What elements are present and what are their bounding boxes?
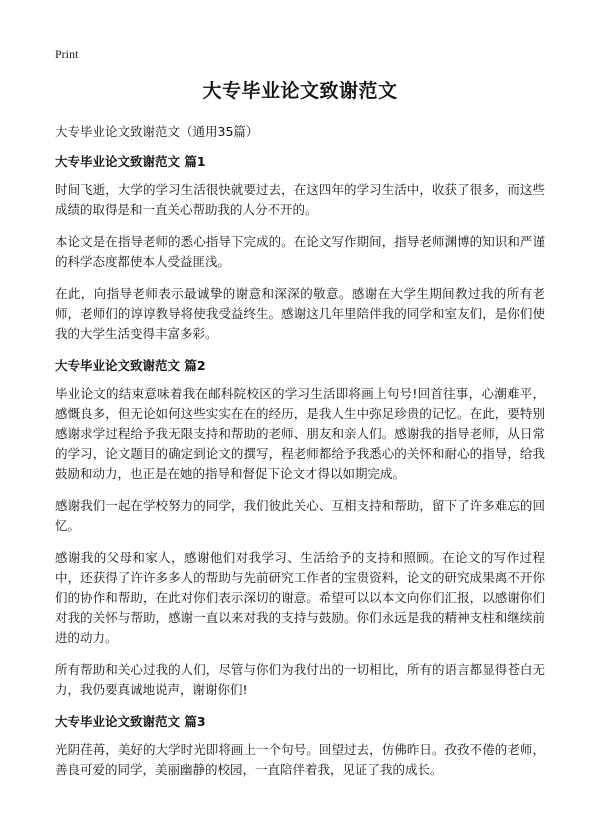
paragraph: 所有帮助和关心过我的人们，尽管与你们为我付出的一切相比，所有的语言都显得苍白无力，我仍要真诚地说声，谢谢你们! xyxy=(55,662,545,697)
paragraph: 本论文是在指导老师的悉心指导下完成的。在论文写作期间，指导老师渊博的知识和严谨的科学态度都使本人受益匪浅。 xyxy=(55,234,545,269)
paragraph: 时间飞逝，大学的学习生活很快就要过去，在这四年的学习生活中，收获了很多，而这些成绩的取得是和一直关心帮助我的人分不开的。 xyxy=(55,182,545,217)
section-heading: 大专毕业论文致谢范文 篇3 xyxy=(55,714,206,729)
paragraph: 感谢我们一起在学校努力的同学，我们彼此关心、互相支持和帮助，留下了许多难忘的回忆。 xyxy=(55,498,545,533)
section-1 xyxy=(55,152,545,344)
section-3 xyxy=(55,712,545,780)
section-2 xyxy=(55,356,545,700)
document-title: 大专毕业论文致谢范文 xyxy=(202,80,398,102)
section-heading: 大专毕业论文致谢范文 篇1 xyxy=(55,154,206,169)
section-heading: 大专毕业论文致谢范文 篇2 xyxy=(55,358,206,373)
document-subtitle: 大专毕业论文致谢范文（通用35篇） xyxy=(55,124,259,139)
paragraph: 在此，向指导老师表示最诚挚的谢意和深深的敬意。感谢在大学生期间教过我的所有老师，老师们的谆谆教导将使我受益终生。感谢这几年里陪伴我的同学和室友们，是你们使我的大学生活变得丰富多彩。 xyxy=(55,286,545,341)
print-label[interactable]: Print xyxy=(55,47,79,61)
paragraph: 毕业论文的结束意味着我在邮科院校区的学习生活即将画上句号!回首往事，心潮难平，感慨良多，但无论如何这些实实在在的经历，是我人生中弥足珍贵的记忆。在此，要特别感谢求学过程给予我无限支持和帮助的老师、朋友和亲人们。感谢我的指导老师，从日常的学习，论文题目的确定到论文的撰写，程老师都给予我悉心的关怀和耐心的指导，给我鼓励和动力，也正是在她的指导和督促下论文才得以如期完成。 xyxy=(55,386,545,481)
paragraph: 光阴荏苒，美好的大学时光即将画上一个句号。回望过去，仿佛昨日。孜孜不倦的老师，善良可爱的同学，美丽幽静的校园，一直陪伴着我，见证了我的成长。 xyxy=(55,742,545,777)
paragraph: 感谢我的父母和家人，感谢他们对我学习、生活给予的支持和照顾。在论文的写作过程中，还获得了许许多多人的帮助与先前研究工作者的宝贵资料，论文的研究成果离不开你们的协作和帮助，在此对你们表示深切的谢意。希望可以以本文向你们汇报，以感谢你们对我的关怀与帮助，感谢一直以来对我的支持与鼓励。你们永远是我的精神支柱和继续前进的动力。 xyxy=(55,550,545,645)
